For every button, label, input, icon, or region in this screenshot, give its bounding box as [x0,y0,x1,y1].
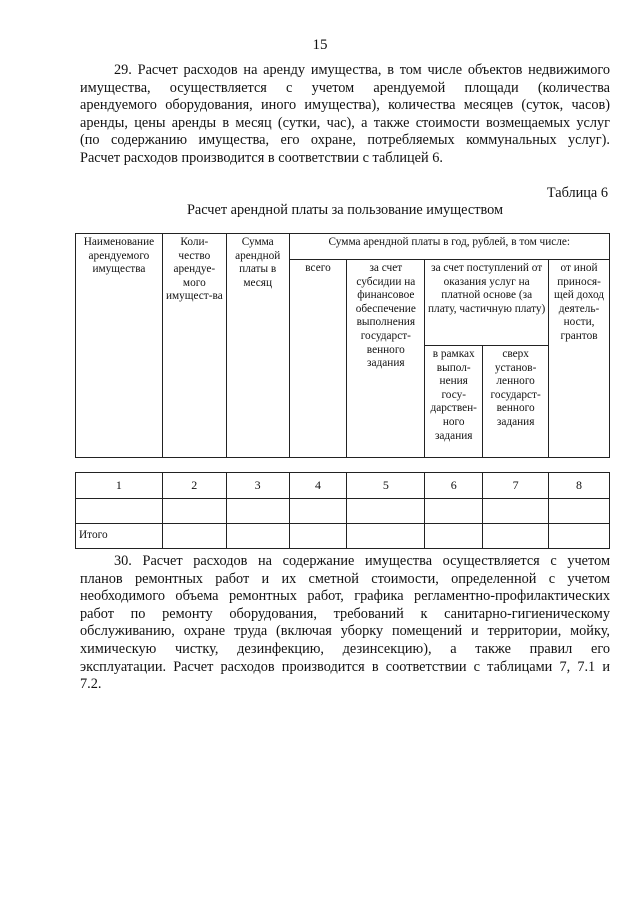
table-header [75,233,610,458]
column-number: 6 [425,473,483,499]
table-cell [483,524,549,549]
header-within-state-task: в рамках выпол-нения госу-дарствен-ного задания [425,346,483,458]
header-quantity: Коли-чество арендуе-мого имущест-ва [162,234,226,458]
paragraph-line: необходимого объема ремонтных работ, графика регламентно-профилактических [80,588,610,605]
paragraph-30 [80,553,610,694]
paragraph-line: 30. Расчет расходов на содержание имущества осуществляется с учетом [114,553,610,569]
header-property-name: Наименование арендуемого имущества [76,234,163,458]
table-cell [549,524,610,549]
paragraph-line: 29. Расчет расходов на аренду имущества, в том числе объектов недвижимого [114,62,610,78]
paragraph-line: химическую чистку, дезинфекцию, дезинсекцию), а также правил его [80,640,610,657]
column-number: 1 [76,473,163,499]
header-above-state-task: сверх установ-ленного государст-венного задания [483,346,549,458]
table-body [75,472,610,549]
header-total: всего [289,260,347,458]
table-cell [226,524,289,549]
table-cell [76,499,163,524]
table-cell [549,499,610,524]
paragraph-line: обслуживанию, охране труда (включая уборку помещений и территории, мойку, [80,623,610,640]
header-paid-services-group: за счет поступлений от оказания услуг на платной основе (за плату, частичную плату) [425,260,549,346]
table-cell [347,499,425,524]
total-row [76,524,610,549]
table-cell [162,524,226,549]
header-monthly-rent: Сумма арендной платы в месяц [226,234,289,458]
column-number: 5 [347,473,425,499]
paragraph-line: имущества, осуществляется с учетом арендуемой площади (количества [80,79,610,96]
table-cell [289,524,347,549]
column-number: 8 [549,473,610,499]
header-annual-rent-group: Сумма арендной платы в год, рублей, в том числе: [289,234,609,260]
paragraph-line: (по содержанию имущества, его охране, потребляемых коммунальных услуг). [80,132,610,149]
table-cell [289,499,347,524]
table-cell [347,524,425,549]
table-label: Таблица 6 [546,185,608,201]
table-cell [483,499,549,524]
paragraph-line: планов ремонтных работ и их сметной стоимости, определенной с учетом [80,570,610,587]
paragraph-line: Расчет расходов производится в соответствии с таблицей 6. [80,149,443,166]
table-cell [425,499,483,524]
column-number-row [76,473,610,499]
header-other-income: от иной принося-щей доход деятель-ности, грантов [549,260,610,458]
column-number: 2 [162,473,226,499]
paragraph-29 [80,62,610,168]
table-cell [425,524,483,549]
page-number: 15 [312,37,328,53]
table-title: Расчет арендной платы за пользование имуществом [186,202,504,218]
paragraph-line: аренды, цены аренды в месяц (сутки, час), а также стоимости возмещаемых услуг [80,114,610,131]
paragraph-line: эксплуатации. Расчет расходов производится в соответствии с таблицами 7, 7.1 и [80,658,610,675]
column-number: 3 [226,473,289,499]
paragraph-line: работ по ремонту оборудования, требований к санитарно-гигиеническому [80,605,610,622]
table-cell [226,499,289,524]
header-subsidy: за счет субсидии на финансовое обеспечение выполнения государст-венного задания [347,260,425,458]
table-row [76,499,610,524]
column-number: 4 [289,473,347,499]
total-label: Итого [76,524,163,549]
column-number: 7 [483,473,549,499]
table-cell [162,499,226,524]
paragraph-line: арендуемого оборудования, иного имущества), количества месяцев (суток, часов) [80,97,610,114]
paragraph-line: 7.2. [80,676,102,693]
